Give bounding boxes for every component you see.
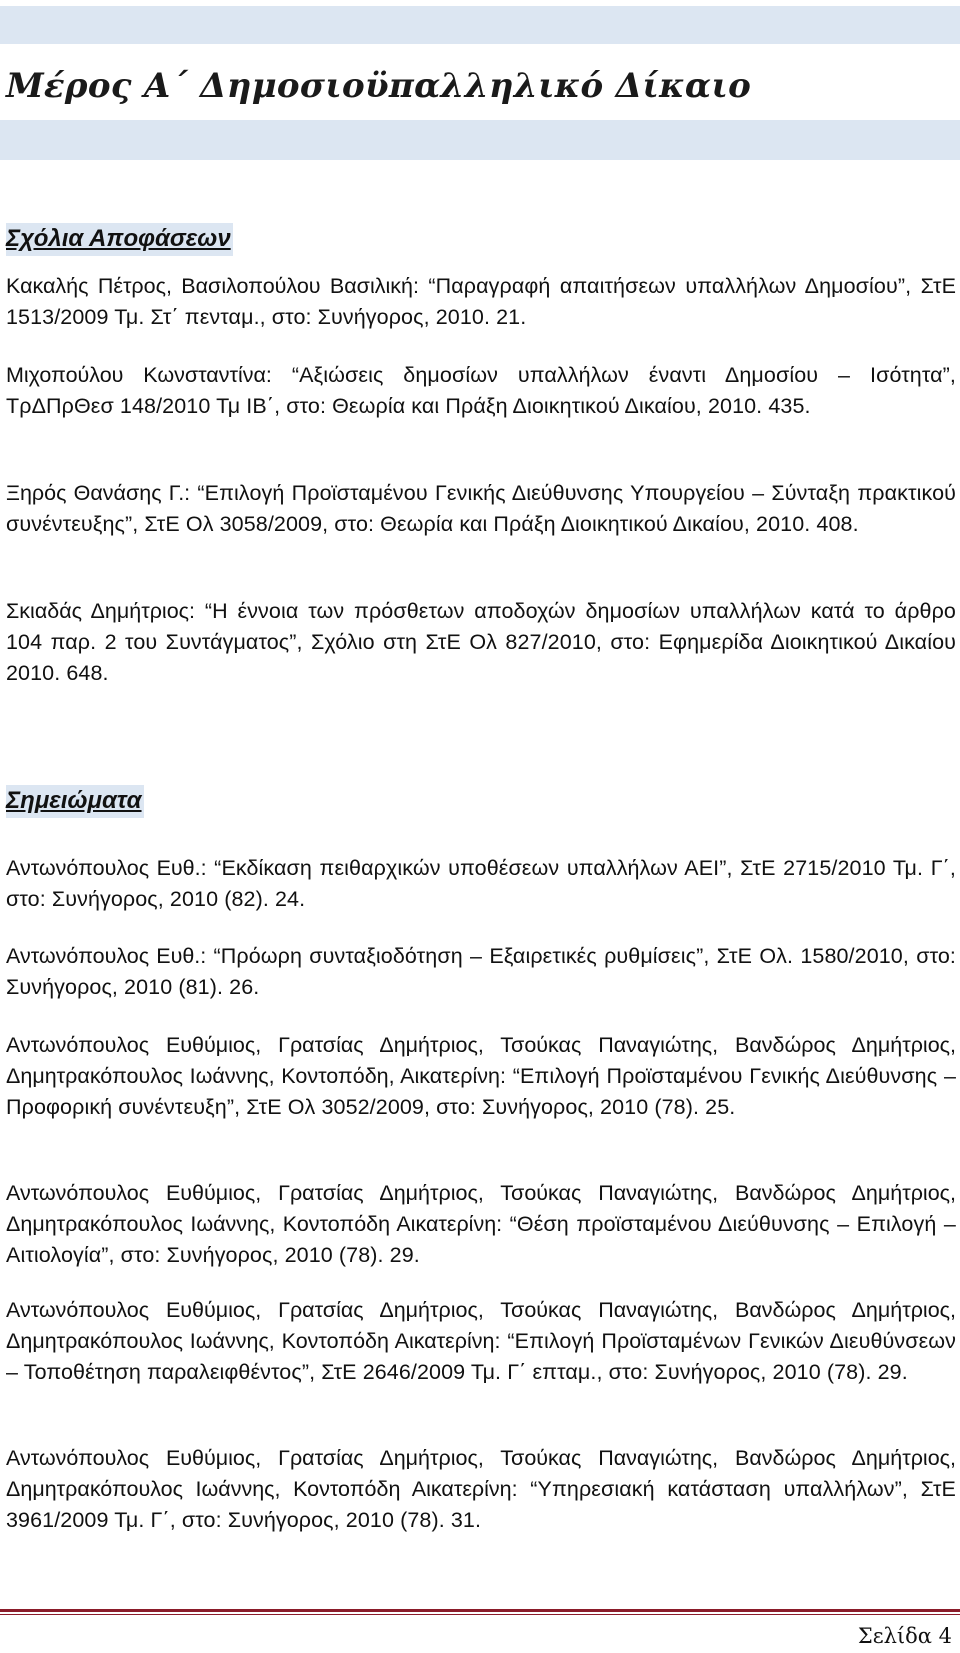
- entry-text: “Υπηρεσιακή κατάσταση υπαλλήλων”, ΣτΕ 3961/2009 Τμ. Γ΄, στο: Συνήγορος, 2010 (78). 31.: [6, 1477, 956, 1532]
- reference-entry: [6, 478, 956, 540]
- entry-text: “Εκδίκαση πειθαρχικών υποθέσεων υπαλλήλων ΑΕΙ”, ΣτΕ 2715/2010 Τμ. Γ΄, στο: Συνήγορος, 2010 (82). 24.: [6, 856, 956, 911]
- entry-text: “Παραγραφή απαιτήσεων υπαλλήλων Δημοσίου”, ΣτΕ 1513/2009 Τμ. Στ΄ πενταμ., στο: Συνήγορος, 2010. 21.: [6, 274, 957, 329]
- header-band-top: [0, 6, 960, 44]
- reference-entry: [6, 596, 956, 689]
- page-number: Σελίδα 4: [857, 1624, 952, 1648]
- reference-entry: [6, 853, 956, 915]
- entry-text: “Επιλογή Προϊσταμένων Γενικών Διευθύνσεων – Τοποθέτηση παραλειφθέντος”, ΣτΕ 2646/2009 Τμ. Γ΄ επταμ., στο: Συνήγορος, 2010 (78). 29.: [6, 1329, 956, 1384]
- entry-authors: Αντωνόπουλος Ευθύμιος, Γρατσίας Δημήτριος, Τσούκας Παναγιώτης, Βανδώρος Δημήτριος, Δημητρακόπουλος Ιωάννης, Κοντοπόδη, Αικατερίνη:: [6, 1033, 956, 1088]
- entry-text: “Επιλογή Προϊσταμένου Γενικής Διεύθυνσης Υπουργείου – Σύνταξη πρακτικού συνέντευξης”, ΣτΕ Ολ 3058/2009, στο: Θεωρία και Πράξη Διοικητικού Δικαίου, 2010. 408.: [6, 481, 956, 536]
- entry-authors: Αντωνόπουλος Ευθ.:: [6, 944, 207, 968]
- reference-entry: [6, 1295, 956, 1388]
- entry-authors: Σκιαδάς Δημήτριος:: [6, 599, 195, 623]
- header-band-bottom: [0, 120, 960, 160]
- reference-entry: [6, 1443, 956, 1536]
- entry-text: “Αξιώσεις δημοσίων υπαλλήλων έναντι Δημοσίου – Ισότητα”, ΤρΔΠρΘεσ 148/2010 Τμ ΙΒ΄, στο: Θεωρία και Πράξη Διοικητικού Δικαίου, 2010. 435.: [6, 363, 956, 418]
- reference-entry: [6, 360, 956, 422]
- reference-entry: [6, 1178, 956, 1271]
- entry-authors: Αντωνόπουλος Ευθύμιος, Γρατσίας Δημήτριος, Τσούκας Παναγιώτης, Βανδώρος Δημήτριος, Δημητρακόπουλος Ιωάννης, Κοντοπόδη Αικατερίνη:: [6, 1446, 956, 1501]
- entry-text: “Επιλογή Προϊσταμένου Γενικής Διεύθυνσης – Προφορική συνέντευξη”, ΣτΕ Ολ 3052/2009, στο: Συνήγορος, 2010 (78). 25.: [6, 1064, 956, 1119]
- entry-text: “Η έννοια των πρόσθετων αποδοχών δημοσίων υπαλλήλων κατά το άρθρο 104 παρ. 2 του Συντάγματος”, Σχόλιο στη ΣτΕ Ολ 827/2010, στο: Εφημερίδα Διοικητικού Δικαίου 2010. 648.: [6, 599, 956, 685]
- reference-entry: [6, 1030, 956, 1123]
- entry-text: “Πρόωρη συνταξιοδότηση – Εξαιρετικές ρυθμίσεις”, ΣτΕ Ολ. 1580/2010, στο: Συνήγορος, 2010 (81). 26.: [6, 944, 956, 999]
- part-title: Μέρος Α΄ Δημοσιοϋπαλληλικό Δίκαιο: [6, 66, 752, 106]
- entry-text: “Θέση προϊσταμένου Διεύθυνσης – Επιλογή – Αιτιολογία”, στο: Συνήγορος, 2010 (78). 29.: [6, 1212, 956, 1267]
- entry-authors: Ξηρός Θανάσης Γ.:: [6, 481, 191, 505]
- footer-rule: [0, 1609, 960, 1612]
- entry-authors: Μιχοπούλου Κωνσταντίνα:: [6, 363, 272, 387]
- footer-rule-thin: [0, 1614, 960, 1615]
- entry-authors: Αντωνόπουλος Ευθύμιος, Γρατσίας Δημήτριος, Τσούκας Παναγιώτης, Βανδώρος Δημήτριος, Δημητρακόπουλος Ιωάννης, Κοντοπόδη Αικατερίνη:: [6, 1181, 956, 1236]
- entry-authors: Κακαλής Πέτρος, Βασιλοπούλου Βασιλική:: [6, 274, 419, 298]
- entry-authors: Αντωνόπουλος Ευθ.:: [6, 856, 207, 880]
- reference-entry: [6, 271, 956, 333]
- section-heading-comments: Σχόλια Αποφάσεων: [6, 223, 233, 256]
- entry-authors: Αντωνόπουλος Ευθύμιος, Γρατσίας Δημήτριος, Τσούκας Παναγιώτης, Βανδώρος Δημήτριος, Δημητρακόπουλος Ιωάννης, Κοντοπόδη Αικατερίνη:: [6, 1298, 956, 1353]
- section-heading-notes: Σημειώματα: [6, 785, 144, 818]
- reference-entry: [6, 941, 956, 1003]
